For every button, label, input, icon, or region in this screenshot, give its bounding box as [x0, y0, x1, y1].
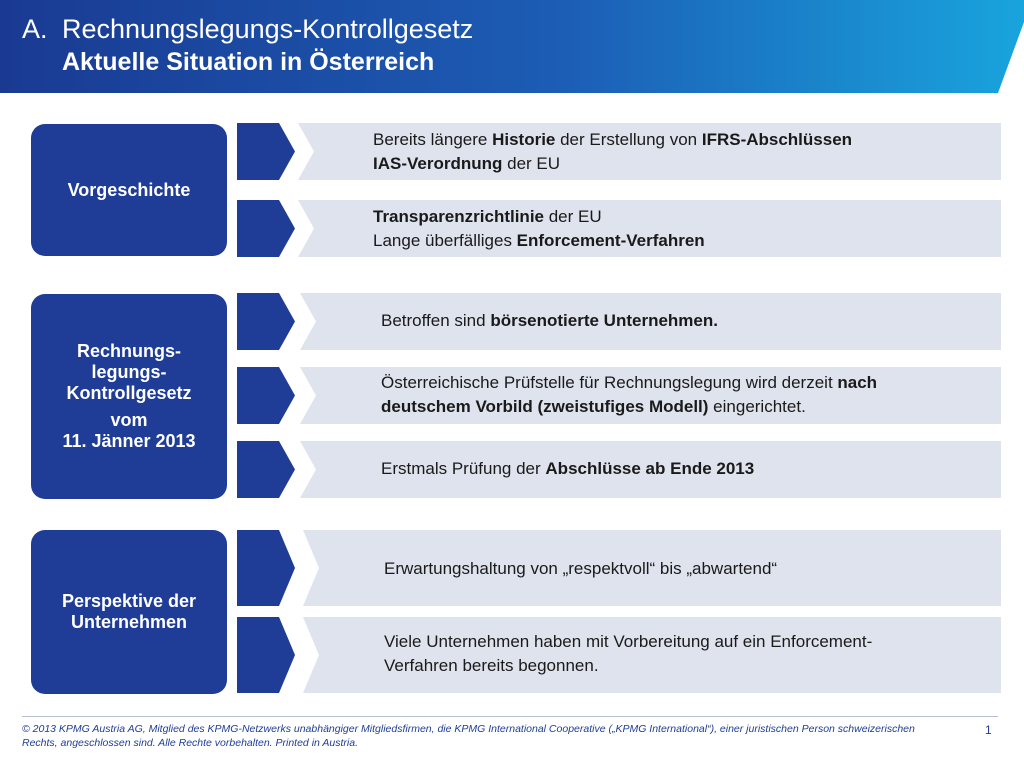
chevron-arrow-icon — [237, 441, 295, 498]
bold-text: nach — [837, 373, 878, 392]
row-text-line — [373, 152, 852, 176]
chevron-arrow-icon — [237, 530, 295, 606]
bold-text: IFRS-Abschlüssen — [701, 130, 853, 149]
text-segment: Verfahren bereits begonnen. — [384, 656, 599, 675]
row-text-line — [381, 457, 754, 481]
category-vorgeschichte — [31, 124, 227, 256]
chevron-arrow-icon — [237, 617, 295, 693]
page-number: 1 — [985, 723, 992, 737]
footer-divider — [22, 716, 998, 717]
row-text — [373, 128, 852, 176]
category-perspektive — [31, 530, 227, 694]
row-text-line — [373, 229, 705, 253]
row-text — [384, 557, 777, 581]
text-segment: Lange überfälliges — [373, 231, 517, 250]
bold-text: Abschlüsse ab Ende 2013 — [545, 459, 755, 478]
bold-text: deutschem Vorbild (zweistufiges Modell) — [381, 397, 709, 416]
row-text-line — [384, 630, 872, 654]
text-segment: der Erstellung von — [555, 130, 702, 149]
title-banner — [0, 0, 1024, 93]
row-text — [381, 371, 877, 419]
content-row — [300, 293, 1001, 350]
row-text-line — [381, 371, 877, 395]
text-segment: Viele Unternehmen haben mit Vorbereitung auf ein Enforcement- — [384, 632, 873, 651]
row-text-line — [381, 395, 877, 419]
text-segment: Erstmals Prüfung der — [381, 459, 546, 478]
text-segment: der EU — [544, 207, 602, 226]
text-segment: Betroffen sind — [381, 311, 491, 330]
category-label: Vorgeschichte — [67, 179, 191, 200]
category-date: vom 11. Jänner 2013 — [62, 410, 196, 451]
chevron-arrow-icon — [237, 200, 295, 257]
bold-text: börsenotierte Unternehmen. — [490, 311, 718, 330]
row-text — [381, 457, 754, 481]
bold-text: IAS-Verordnung — [373, 154, 503, 173]
slide-title — [22, 14, 473, 45]
section-number: A. — [22, 14, 48, 44]
text-segment: Bereits längere — [373, 130, 493, 149]
content-row — [298, 123, 1001, 180]
chevron-arrow-icon — [237, 293, 295, 350]
chevron-arrow-icon — [237, 367, 295, 424]
content-row — [303, 617, 1001, 693]
bold-text: Transparenzrichtlinie — [373, 207, 544, 226]
content-row — [300, 441, 1001, 498]
slide-subtitle: Aktuelle Situation in Österreich — [62, 48, 435, 76]
category-rechnungslegungs-kontrollgesetz — [31, 294, 227, 499]
bold-text: Enforcement-Verfahren — [516, 231, 705, 250]
footer-copyright: © 2013 KPMG Austria AG, Mitglied des KPMG-Netzwerks unabhängiger Mitgliedsfirmen, die KPMG International Cooperative („KPMG International“), einer juristischen Person schweizerischen Rechts, angeschlossen sind. Alle Rechte vorbehalten. Printed in Austria. — [22, 723, 915, 749]
bold-text: Historie — [492, 130, 556, 149]
text-segment: Erwartungshaltung von „respektvoll“ bis „abwartend“ — [384, 559, 778, 578]
row-text-line — [373, 128, 852, 152]
content-row — [298, 200, 1001, 257]
category-label: Rechnungs- legungs- Kontrollgesetz — [66, 341, 192, 403]
text-segment: Österreichische Prüfstelle für Rechnungslegung wird derzeit — [381, 373, 838, 392]
chevron-arrow-icon — [237, 123, 295, 180]
content-row — [300, 367, 1001, 424]
text-segment: der EU — [502, 154, 561, 173]
title-text: Rechnungslegungs-Kontrollgesetz — [62, 14, 474, 44]
row-text-line — [373, 205, 705, 229]
text-segment: eingerichtet. — [708, 397, 806, 416]
content-row — [303, 530, 1001, 606]
row-text — [384, 630, 872, 678]
row-text-line — [384, 654, 872, 678]
row-text — [373, 205, 705, 253]
row-text — [381, 309, 718, 333]
category-label: Perspektive der Unternehmen — [61, 591, 197, 632]
row-text-line — [384, 557, 777, 581]
row-text-line — [381, 309, 718, 333]
